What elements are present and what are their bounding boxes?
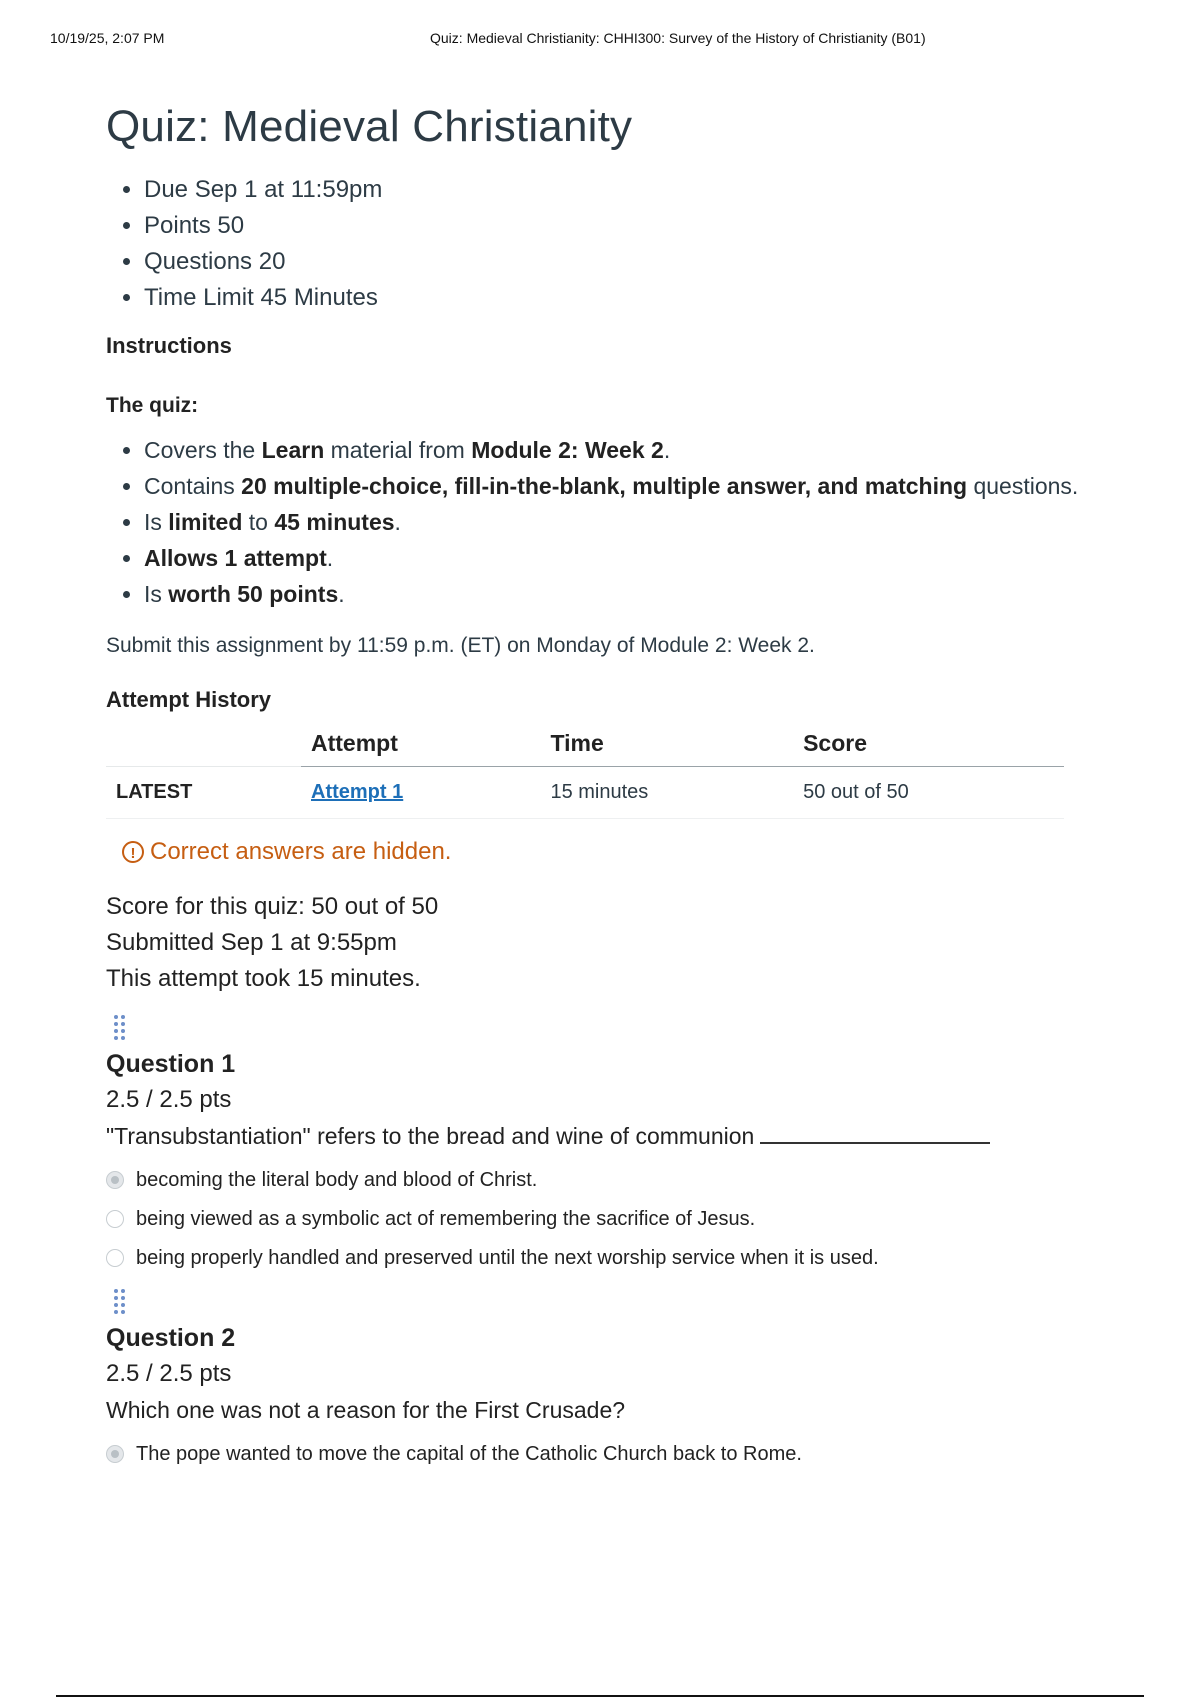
answer-text: becoming the literal body and blood of Christ. xyxy=(136,1169,538,1191)
radio-icon[interactable] xyxy=(106,1210,124,1228)
correct-answers-hidden-notice xyxy=(122,835,1086,869)
question-title: Question 1 xyxy=(106,1050,236,1078)
answer-text: being properly handled and preserved until the next worship service when it is used. xyxy=(136,1247,879,1269)
warning-circle-icon: ! xyxy=(122,841,144,863)
column-header-blank xyxy=(106,722,301,767)
column-header-attempt: Attempt xyxy=(301,722,540,767)
quiz-due-date: • Due Sep 1 at 11:59pm xyxy=(144,172,1086,208)
question-points: 2.5 / 2.5 pts xyxy=(106,1086,232,1113)
answer-text: being viewed as a symbolic act of remembering the sacrifice of Jesus. xyxy=(136,1208,756,1230)
instruction-contains: • Contains 20 multiple-choice, fill-in-the-blank, multiple answer, and matching questions. xyxy=(144,468,1086,504)
instructions-heading: Instructions xyxy=(106,333,232,358)
attempt-cell xyxy=(301,767,540,819)
attempt-duration: This attempt took 15 minutes. xyxy=(106,965,421,992)
question-text: Which one was not a reason for the First Crusade? xyxy=(106,1397,626,1423)
question-points: 2.5 / 2.5 pts xyxy=(106,1360,232,1387)
question-title: Question 2 xyxy=(106,1324,236,1352)
quiz-meta-list xyxy=(106,172,1086,316)
page-title: Quiz: Medieval Christianity xyxy=(106,102,633,151)
submit-deadline-note: Submit this assignment by 11:59 p.m. (ET) on Monday of Module 2: Week 2. xyxy=(106,634,815,657)
attempt-history-heading: Attempt History xyxy=(106,687,272,712)
instruction-worth: • Is worth 50 points. xyxy=(144,576,1086,612)
page-footer-rule xyxy=(56,1695,1144,1697)
drag-handle-icon[interactable] xyxy=(114,1015,125,1040)
answer-option[interactable] xyxy=(106,1441,1086,1467)
print-timestamp: 10/19/25, 2:07 PM xyxy=(50,30,165,46)
instruction-limited: • Is limited to 45 minutes. xyxy=(144,504,1086,540)
question-1 xyxy=(106,1046,1086,1271)
attempt-1-link[interactable]: Attempt 1 xyxy=(311,781,404,803)
table-header-row xyxy=(106,722,1064,767)
attempt-time-cell: 15 minutes xyxy=(540,767,793,819)
answer-option[interactable] xyxy=(106,1245,1086,1271)
question-text: "Transubstantiation" refers to the bread and wine of communion xyxy=(106,1118,1086,1154)
quiz-points: • Points 50 xyxy=(144,208,1086,244)
attempt-history-table xyxy=(106,722,1064,819)
quiz-time-limit: • Time Limit 45 Minutes xyxy=(144,280,1086,316)
quiz-content xyxy=(106,100,1086,1467)
question-2 xyxy=(106,1320,1086,1467)
attempt-row-label: LATEST xyxy=(106,767,301,819)
answer-text: The pope wanted to move the capital of the Catholic Church back to Rome. xyxy=(136,1443,802,1465)
column-header-score: Score xyxy=(793,722,1064,767)
quiz-label: The quiz: xyxy=(106,394,199,417)
drag-handle-icon[interactable] xyxy=(114,1289,125,1314)
submitted-time: Submitted Sep 1 at 9:55pm xyxy=(106,929,397,956)
fill-in-blank-line xyxy=(760,1122,990,1144)
table-row xyxy=(106,767,1064,819)
instructions-list xyxy=(106,432,1086,612)
quiz-question-count: • Questions 20 xyxy=(144,244,1086,280)
radio-selected-icon[interactable] xyxy=(106,1445,124,1463)
answer-option[interactable] xyxy=(106,1167,1086,1193)
notice-text: Correct answers are hidden. xyxy=(150,838,452,865)
attempt-score-cell: 50 out of 50 xyxy=(793,767,1064,819)
column-header-time: Time xyxy=(540,722,793,767)
quiz-score: Score for this quiz: 50 out of 50 xyxy=(106,893,439,920)
radio-selected-icon[interactable] xyxy=(106,1171,124,1189)
print-document-title: Quiz: Medieval Christianity: CHHI300: Survey of the History of Christianity (B01) xyxy=(430,30,926,46)
answer-option[interactable] xyxy=(106,1206,1086,1232)
instruction-allows: • Allows 1 attempt. xyxy=(144,540,1086,576)
attempt-summary xyxy=(106,889,1086,997)
instruction-covers: • Covers the Learn material from Module 2: Week 2. xyxy=(144,432,1086,468)
print-header xyxy=(50,30,1150,50)
radio-icon[interactable] xyxy=(106,1249,124,1267)
